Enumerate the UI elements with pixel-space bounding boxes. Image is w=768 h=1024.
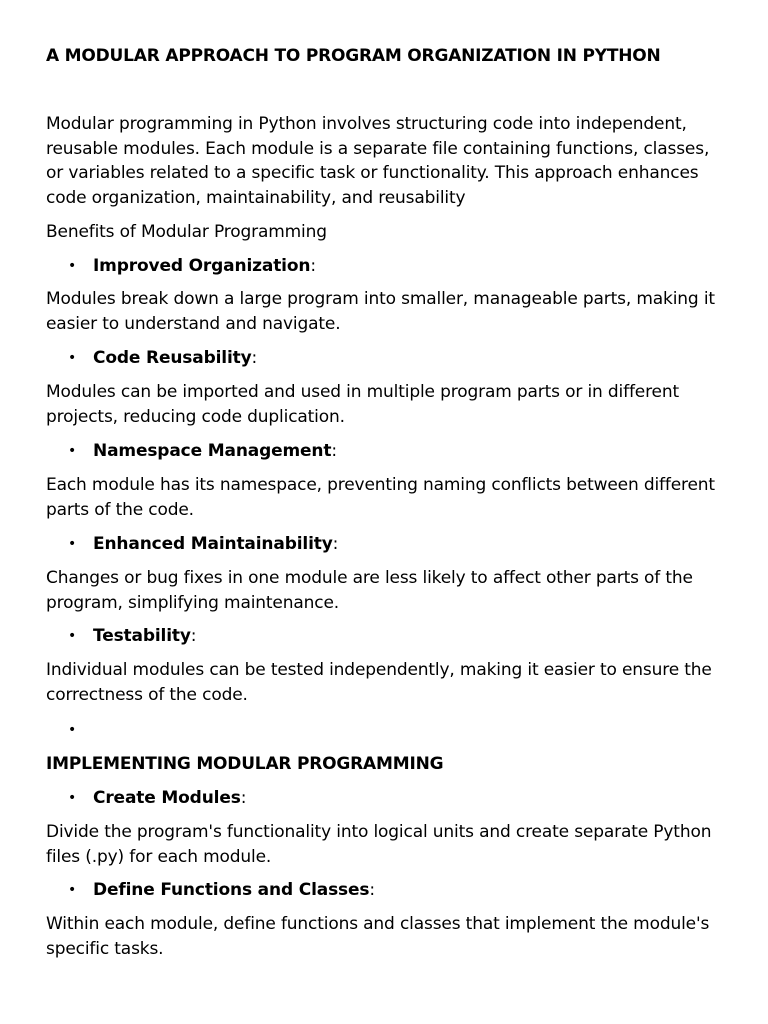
bullet-icon: • (68, 790, 77, 806)
bullet-icon: • (68, 722, 77, 738)
step-label: Create Modules: (93, 788, 247, 808)
benefit-description: Modules can be imported and used in multiple program parts or in different projects, reducing code duplication. (46, 382, 679, 427)
benefit-label: Improved Organization: (93, 256, 316, 276)
bullet-icon: • (68, 258, 77, 274)
benefit-description: Modules break down a large program into smaller, manageable parts, making it easier to understand and navigate. (46, 289, 715, 334)
benefit-label: Code Reusability: (93, 348, 258, 368)
benefit-description: Each module has its namespace, preventing naming conflicts between different parts of the code. (46, 475, 715, 520)
benefit-label: Testability: (93, 626, 197, 646)
bullet-icon: • (68, 350, 77, 366)
implementing-heading: IMPLEMENTING MODULAR PROGRAMMING (46, 754, 444, 774)
bullet-icon: • (68, 882, 77, 898)
step-label: Define Functions and Classes: (93, 880, 375, 900)
page-title: A MODULAR APPROACH TO PROGRAM ORGANIZATION IN PYTHON (46, 46, 661, 66)
bullet-icon: • (68, 536, 77, 552)
bullet-icon: • (68, 443, 77, 459)
benefit-label: Enhanced Maintainability: (93, 534, 339, 554)
benefit-label: Namespace Management: (93, 441, 337, 461)
benefit-description: Individual modules can be tested independently, making it easier to ensure the correctness of the code. (46, 660, 712, 705)
benefits-heading: Benefits of Modular Programming (46, 222, 327, 242)
bullet-icon: • (68, 628, 77, 644)
step-description: Within each module, define functions and classes that implement the module's specific tasks. (46, 914, 710, 959)
step-description: Divide the program's functionality into logical units and create separate Python files (.py) for each module. (46, 822, 712, 867)
intro-paragraph: Modular programming in Python involves structuring code into independent, reusable modules. Each module is a separate file containing functions, classes, or variables related to a specific task or functionality. This approach enhances code organization, maintainability, and reusability (46, 114, 710, 208)
benefit-description: Changes or bug fixes in one module are less likely to affect other parts of the program, simplifying maintenance. (46, 568, 693, 613)
